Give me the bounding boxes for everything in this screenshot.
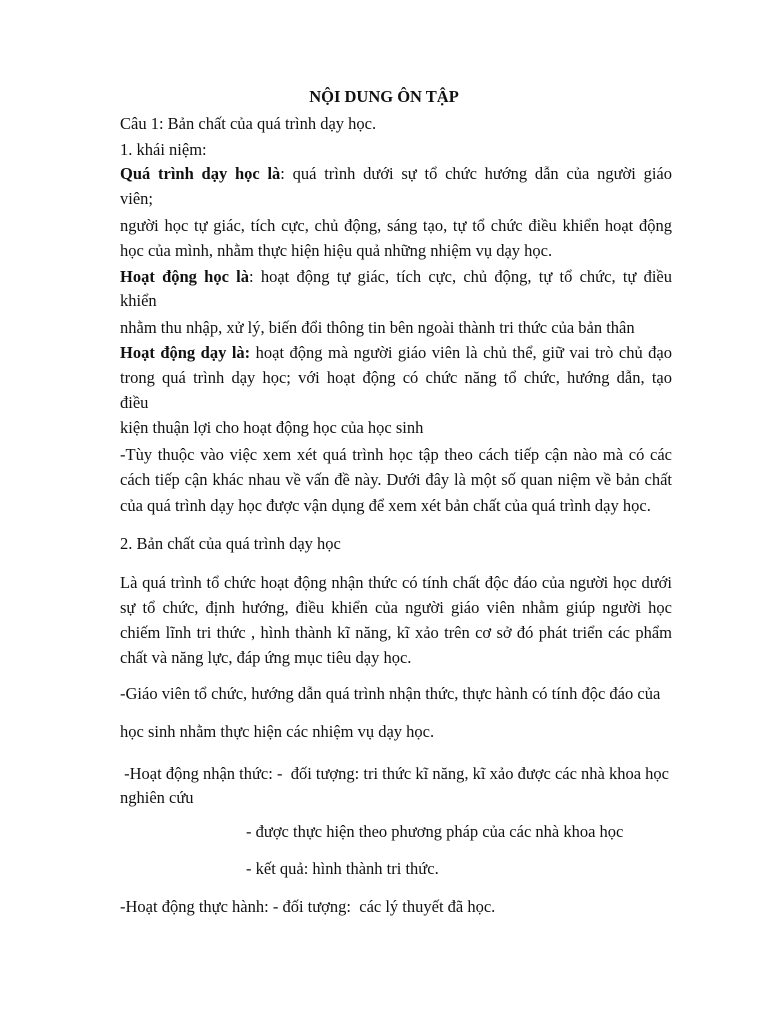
- paragraph-line: -Hoạt động thực hành: - đối tượng: các lý thuyết đã học.: [120, 897, 496, 916]
- definition-term: Hoạt động học là: [120, 267, 250, 286]
- paragraph-line: chiếm lĩnh tri thức , hình thành kĩ năng, kĩ xảo trên cơ sở đó phát triển các phẩm: [120, 623, 672, 642]
- definition-line: trong quá trình dạy học; với hoạt động có chức năng tổ chức, hướng dẫn, tạo: [120, 368, 672, 387]
- definition-line: điều: [120, 393, 149, 412]
- definition-text: : hoạt động tự giác, tích cực, chủ động, tự tổ chức, tự điều: [249, 267, 672, 286]
- list-item: - kết quả: hình thành tri thức.: [246, 859, 439, 878]
- definition-line: người học tự giác, tích cực, chủ động, sáng tạo, tự tổ chức điều khiển hoạt động: [120, 216, 672, 235]
- paragraph-line: -Tùy thuộc vào việc xem xét quá trình học tập theo cách tiếp cận nào mà có các: [120, 445, 672, 464]
- definition-text: : quá trình dưới sự tổ chức hướng dẫn của người giáo: [280, 164, 672, 183]
- paragraph-line: chất và năng lực, đáp ứng mục tiêu dạy học.: [120, 648, 412, 667]
- list-item: - được thực hiện theo phương pháp của các nhà khoa học: [246, 822, 624, 841]
- definition-line: [120, 267, 672, 287]
- paragraph-line: -Giáo viên tổ chức, hướng dẫn quá trình nhận thức, thực hành có tính độc đáo của: [120, 684, 661, 703]
- paragraph-line: -Hoạt động nhận thức: - đối tượng: tri thức kĩ năng, kĩ xảo được các nhà khoa học: [120, 764, 670, 783]
- definition-line: viên;: [120, 189, 153, 208]
- paragraph-line: học sinh nhằm thực hiện các nhiệm vụ dạy học.: [120, 722, 435, 741]
- paragraph-line: cách tiếp cận khác nhau về vấn đề này. Dưới đây là một số quan niệm về bản chất: [120, 470, 672, 489]
- definition-line: kiện thuận lợi cho hoạt động học của học sinh: [120, 418, 424, 437]
- definition-text: hoạt động mà người giáo viên là chủ thể, giữ vai trò chủ đạo: [250, 343, 673, 362]
- section-heading: 1. khái niệm:: [120, 140, 207, 159]
- definition-line: [120, 164, 672, 184]
- paragraph-line: sự tổ chức, định hướng, điều khiển của người giáo viên nhằm giúp người học: [120, 598, 672, 617]
- paragraph-line: của quá trình dạy học được vận dụng để xem xét bản chất của quá trình dạy học.: [120, 496, 651, 515]
- question-heading: Câu 1: Bản chất của quá trình dạy học.: [120, 114, 377, 133]
- page-title: NỘI DUNG ÔN TẬP: [309, 87, 459, 106]
- paragraph-line: Là quá trình tổ chức hoạt động nhận thức có tính chất độc đáo của người học dưới: [120, 573, 672, 592]
- definition-term: Hoạt động dạy là:: [120, 343, 251, 362]
- definition-line: [120, 343, 672, 363]
- section-heading: 2. Bản chất của quá trình dạy học: [120, 534, 341, 553]
- definition-term: Quá trình dạy học là: [120, 164, 281, 183]
- paragraph-line: nghiên cứu: [120, 788, 194, 807]
- definition-line: khiển: [120, 291, 157, 310]
- definition-line: nhằm thu nhập, xử lý, biến đổi thông tin bên ngoài thành tri thức của bản thân: [120, 318, 635, 337]
- definition-line: học của mình, nhằm thực hiện hiệu quả những nhiệm vụ dạy học.: [120, 241, 553, 260]
